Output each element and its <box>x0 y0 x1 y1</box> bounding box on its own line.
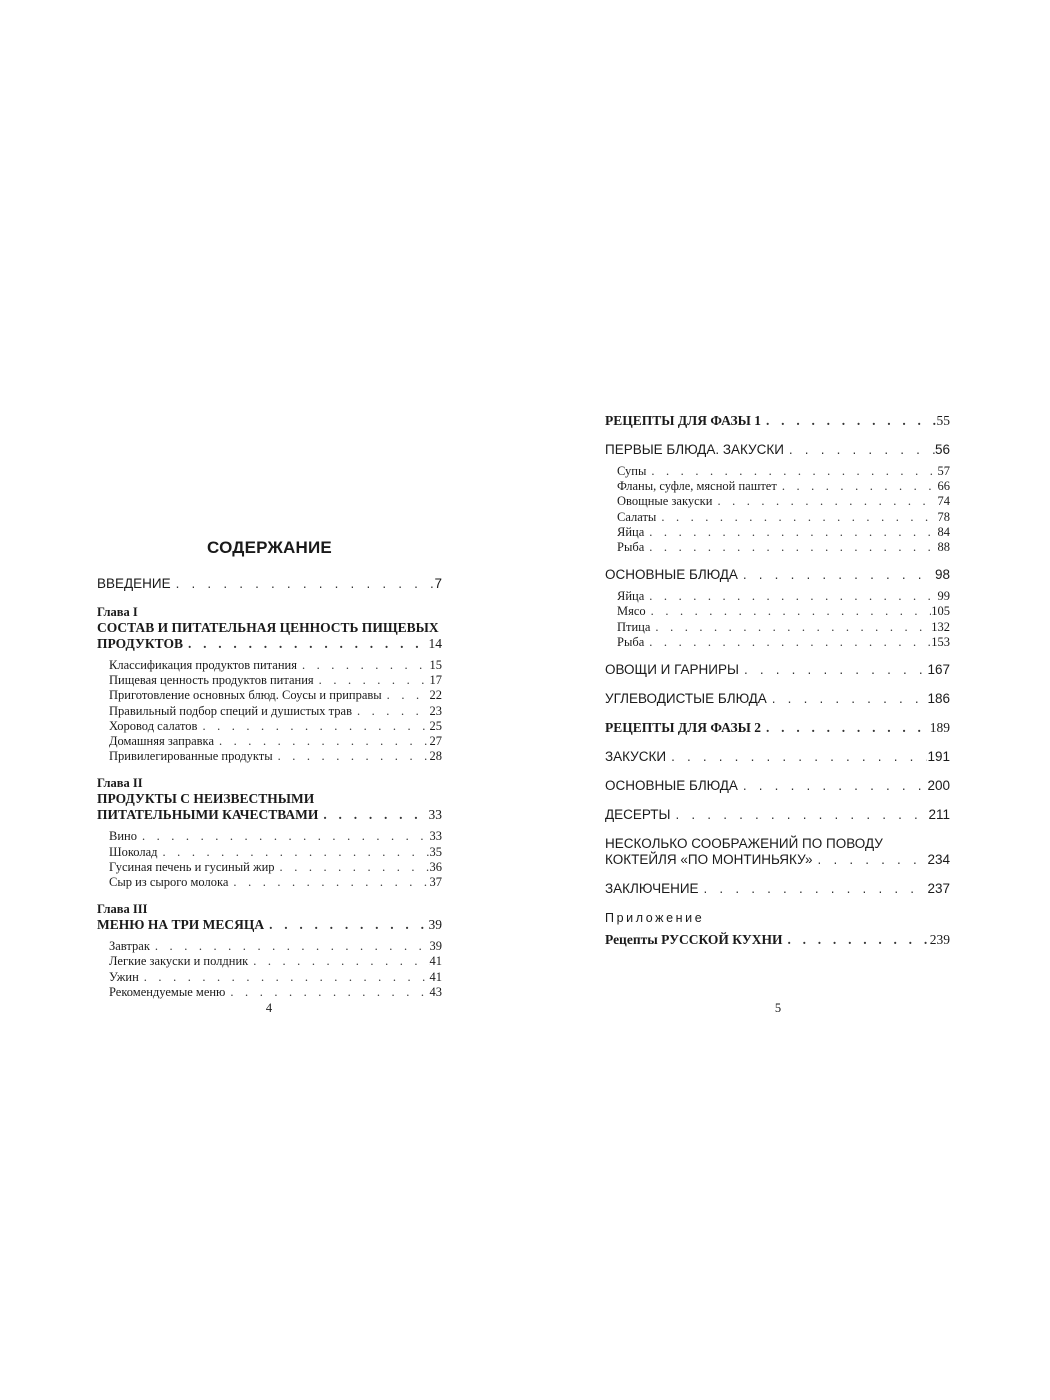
toc-title: СОДЕРЖАНИЕ <box>207 538 332 557</box>
toc-subentry[interactable] <box>97 829 442 844</box>
entry-page: 33 <box>429 829 442 844</box>
toc-subentry[interactable] <box>97 734 442 749</box>
toc-entry-chapter-3[interactable] <box>97 917 442 933</box>
entry-title: Правильный подбор специй и душистых трав <box>109 703 352 718</box>
dot-leader <box>314 673 430 688</box>
main-courses-subentries <box>605 589 950 650</box>
dot-leader <box>171 576 435 592</box>
entry-page: 167 <box>927 662 950 678</box>
entry-page: 191 <box>927 749 950 765</box>
entry-page: 239 <box>929 932 950 948</box>
dot-leader <box>197 719 429 734</box>
entry-page: 14 <box>428 636 442 651</box>
toc-subentry[interactable] <box>605 464 950 479</box>
entry-title: Приготовление основных блюд. Соусы и приправы <box>109 688 382 703</box>
toc-subentry[interactable] <box>605 604 950 619</box>
entry-title: ВВЕДЕНИЕ <box>97 576 171 591</box>
toc-subentry[interactable] <box>605 479 950 494</box>
entry-title: ПЕРВЫЕ БЛЮДА. ЗАКУСКИ <box>605 442 784 457</box>
entry-title: Супы <box>617 464 647 478</box>
entry-page: 200 <box>927 778 950 794</box>
entry-page: 15 <box>429 658 442 672</box>
entry-page: 74 <box>937 494 950 509</box>
toc-entry-main-courses-2[interactable] <box>605 778 950 794</box>
toc-subentry[interactable] <box>605 620 950 635</box>
entry-title: Птица <box>617 619 651 634</box>
dot-leader <box>139 970 430 985</box>
chapter-1-label: Глава I <box>97 605 138 619</box>
toc-subentry[interactable] <box>605 510 950 525</box>
chapter-3-label: Глава III <box>97 902 148 917</box>
dot-leader <box>656 510 937 525</box>
toc-entry-desserts[interactable] <box>605 807 950 823</box>
entry-page: 22 <box>429 688 442 703</box>
toc-subentry[interactable] <box>97 719 442 734</box>
entry-title: Вино <box>109 829 137 844</box>
entry-title: Рыба <box>617 634 645 649</box>
entry-title: Шоколад <box>109 844 158 859</box>
toc-subentry[interactable] <box>97 970 442 985</box>
entry-page: 28 <box>429 749 442 764</box>
toc-subentry[interactable] <box>97 875 442 890</box>
entry-page: 55 <box>936 413 950 428</box>
dot-leader <box>273 749 430 764</box>
dot-leader <box>214 734 430 749</box>
entry-title: ОСНОВНЫЕ БЛЮДА <box>605 567 738 583</box>
toc-subentry[interactable] <box>605 540 950 555</box>
toc-entry-phase-2[interactable] <box>605 720 950 736</box>
entry-title: ДЕСЕРТЫ <box>605 807 671 823</box>
entry-page: 211 <box>928 807 950 823</box>
entry-title: УГЛЕВОДИСТЫЕ БЛЮДА <box>605 691 767 707</box>
page-number-left: 4 <box>265 1001 273 1015</box>
dot-leader <box>225 985 429 1000</box>
toc-subentry[interactable] <box>97 860 442 875</box>
entry-page: 189 <box>929 720 950 736</box>
entry-page: 41 <box>429 969 442 984</box>
toc-subentry[interactable] <box>605 494 950 509</box>
entry-title: ОВОЩИ И ГАРНИРЫ <box>605 662 739 678</box>
entry-page: 57 <box>937 464 950 478</box>
toc-subentry[interactable] <box>97 704 442 719</box>
toc-subentry[interactable] <box>97 954 442 969</box>
entry-page: 237 <box>927 881 950 897</box>
entry-page: 78 <box>937 509 950 524</box>
entry-page: 98 <box>934 567 950 583</box>
toc-subentry[interactable] <box>97 939 442 954</box>
dot-leader <box>782 932 929 948</box>
entry-title: МЕНЮ НА ТРИ МЕСЯЦА <box>97 917 265 933</box>
entry-title: Завтрак <box>109 939 150 954</box>
toc-subentry[interactable] <box>97 845 442 860</box>
chapter-1-heading-line1: СОСТАВ И ПИТАТЕЛЬНАЯ ЦЕННОСТЬ ПИЩЕВЫХ <box>97 620 439 635</box>
entry-title: Рецепты РУССКОЙ КУХНИ <box>605 932 783 948</box>
entry-page: 37 <box>429 875 442 890</box>
entry-title: Гусиная печень и гусиный жир <box>109 859 275 874</box>
entry-title: Привилегированные продукты <box>109 749 273 764</box>
toc-subentry[interactable] <box>97 749 442 764</box>
dot-leader <box>666 749 927 765</box>
entry-page: 43 <box>429 984 442 999</box>
entry-page: 99 <box>937 589 950 604</box>
entry-title: Классификация продуктов питания <box>109 658 297 672</box>
entry-page: 33 <box>428 807 442 823</box>
dot-leader <box>646 464 937 479</box>
dot-leader <box>777 479 938 494</box>
entry-title: Мясо <box>617 604 646 619</box>
entry-page: 41 <box>429 954 442 969</box>
toc-subentry[interactable] <box>605 525 950 540</box>
dot-leader <box>761 720 930 736</box>
dot-leader <box>767 691 928 707</box>
entry-page: 35 <box>429 844 442 859</box>
dot-leader <box>264 917 428 933</box>
entry-page: 56 <box>934 442 950 457</box>
entry-title: Хоровод салатов <box>109 718 198 733</box>
entry-title: ОСНОВНЫЕ БЛЮДА <box>605 778 738 794</box>
dot-leader <box>183 636 429 652</box>
entry-title: Яйца <box>617 589 645 604</box>
entry-page: 132 <box>931 619 950 634</box>
dot-leader <box>297 658 430 673</box>
toc-entry-conclusion[interactable] <box>605 881 950 897</box>
dot-leader <box>137 829 430 844</box>
toc-entry-vegetables[interactable] <box>605 662 950 678</box>
right-page <box>605 413 950 948</box>
dot-leader <box>248 954 429 969</box>
entry-title: ЗАКУСКИ <box>605 749 667 765</box>
dot-leader <box>275 860 430 875</box>
entry-page: 234 <box>927 852 950 868</box>
entry-title: Овощные закуски <box>617 494 713 509</box>
dot-leader <box>738 778 928 794</box>
dot-leader <box>644 589 937 604</box>
entry-title: КОКТЕЙЛЯ «ПО МОНТИНЬЯКУ» <box>605 852 813 868</box>
left-page <box>97 538 442 1000</box>
entry-title: Пищевая ценность продуктов питания <box>109 673 314 688</box>
entry-page: 105 <box>931 604 950 619</box>
entry-page: 17 <box>429 673 442 688</box>
entry-title: ПИТАТЕЛЬНЫМИ КАЧЕСТВАМИ <box>97 807 319 823</box>
chapter-2-label: Глава II <box>97 776 143 791</box>
entry-page: 84 <box>937 524 950 539</box>
entry-page: 23 <box>429 703 442 718</box>
dot-leader <box>712 494 937 509</box>
entry-title: Домашняя заправка <box>109 734 214 749</box>
entry-title: РЕЦЕПТЫ ДЛЯ ФАЗЫ 2 <box>605 720 762 736</box>
toc-entry-russian-cuisine[interactable] <box>605 932 950 948</box>
entry-page: 36 <box>429 859 442 874</box>
page-number-right: 5 <box>774 1001 782 1015</box>
entry-page: 186 <box>927 691 950 707</box>
toc-entry-chapter-2[interactable] <box>97 807 442 823</box>
dot-leader <box>644 635 931 650</box>
chapter-3-subentries <box>97 939 442 1000</box>
entry-title: РЕЦЕПТЫ ДЛЯ ФАЗЫ 1 <box>605 413 762 428</box>
entry-page: 39 <box>429 939 442 954</box>
dot-leader <box>739 662 928 678</box>
entry-title: Легкие закуски и полдник <box>109 954 249 969</box>
first-courses-subentries <box>605 464 950 555</box>
entry-title: Сыр из сырого молока <box>109 875 229 890</box>
toc-entry-intro[interactable] <box>97 576 442 592</box>
dot-leader <box>671 807 929 823</box>
dot-leader <box>644 540 937 555</box>
entry-page: 39 <box>428 917 442 933</box>
dot-leader <box>650 620 931 635</box>
entry-title: Ужин <box>109 969 139 984</box>
dot-leader <box>699 881 928 897</box>
toc-entry-cocktail[interactable] <box>605 852 950 868</box>
dot-leader <box>784 442 935 458</box>
dot-leader <box>761 413 936 429</box>
dot-leader <box>318 807 428 823</box>
toc-entry-phase-1[interactable] <box>605 413 950 429</box>
toc-entry-appetizers[interactable] <box>605 749 950 765</box>
toc-subentry[interactable] <box>605 589 950 604</box>
toc-subentry[interactable] <box>97 688 442 703</box>
entry-title: ПРОДУКТОВ <box>97 636 183 651</box>
toc-entry-chapter-1[interactable] <box>97 636 442 652</box>
toc-entry-first-courses[interactable] <box>605 442 950 458</box>
toc-subentry[interactable] <box>97 985 442 1000</box>
toc-entry-carbs[interactable] <box>605 691 950 707</box>
chapter-1-subentries <box>97 658 442 764</box>
dot-leader <box>813 852 928 868</box>
entry-page: 88 <box>937 540 950 555</box>
toc-subentry[interactable] <box>97 658 442 673</box>
dot-leader <box>738 567 935 583</box>
toc-entry-main-courses[interactable] <box>605 567 950 583</box>
dot-leader <box>644 525 937 540</box>
entry-title: Рекомендуемые меню <box>109 984 226 999</box>
appendix-label: Приложение <box>605 911 705 926</box>
dot-leader <box>646 604 932 619</box>
entry-page: 66 <box>937 479 950 494</box>
entry-page: 153 <box>931 634 950 649</box>
cocktail-heading-line1: НЕСКОЛЬКО СООБРАЖЕНИЙ ПО ПОВОДУ <box>605 836 883 852</box>
chapter-2-heading-line1: ПРОДУКТЫ С НЕИЗВЕСТНЫМИ <box>97 791 315 807</box>
entry-title: Рыба <box>617 540 645 555</box>
dot-leader <box>158 845 430 860</box>
entry-page: 25 <box>429 718 442 733</box>
entry-title: Яйца <box>617 524 645 539</box>
chapter-2-subentries <box>97 829 442 890</box>
dot-leader <box>228 875 429 890</box>
entry-title: Салаты <box>617 509 657 524</box>
entry-title: Фланы, суфле, мясной паштет <box>617 479 777 494</box>
toc-subentry[interactable] <box>605 635 950 650</box>
entry-page: 7 <box>434 576 442 591</box>
entry-page: 27 <box>429 734 442 749</box>
dot-leader <box>382 688 430 703</box>
entry-title: ЗАКЛЮЧЕНИЕ <box>605 881 699 897</box>
toc-subentry[interactable] <box>97 673 442 688</box>
dot-leader <box>352 704 430 719</box>
dot-leader <box>150 939 430 954</box>
